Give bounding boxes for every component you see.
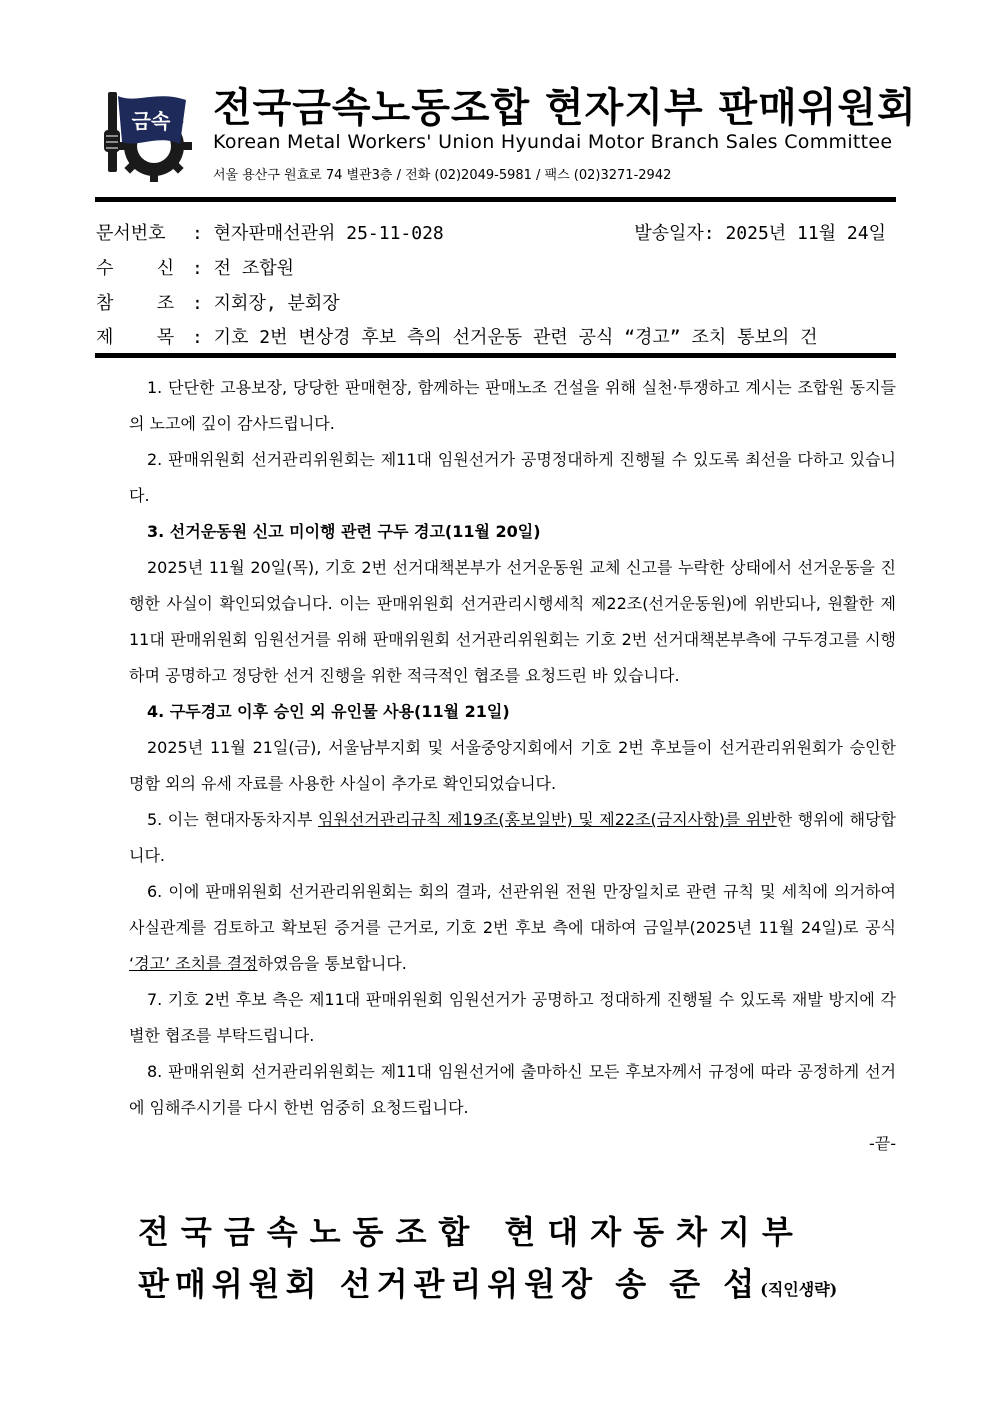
subject-row (96, 323, 896, 349)
doc-number-value: : 현자판매선관위 25-11-028 (192, 223, 444, 244)
org-address: 서울 용산구 원효로 74 별관3층 / 전화 (02)2049-5981 / 팩스 (02)3271-2942 (213, 168, 672, 183)
paragraph-3: 2025년 11월 20일(목), 기호 2번 선거대책본부가 선거운동원 교체 신고를 누락한 상태에서 선거운동을 진행한 사실이 확인되었습니다. 이는 판매위원회 선거관리시행세칙 제22조(선거운동원)에 위반되나, 원활한 제11대 판매위원회 임원선거를 위해 판매위원회 선거관리위원회는 기호 2번 선거대책본부측에 구두경고를 시행하며 공명하고 정당한 선거 진행을 위한 적극적인 협조를 요청드린 바 있습니다. (129, 558, 896, 685)
recipient-row (96, 254, 896, 280)
paragraph-6-start: 6. 이에 판매위원회 선거관리위원회는 회의 결과, 선관위원 전원 만장일치로 관련 규칙 및 세칙에 의거하여 사실관계를 검토하고 확보된 증거를 근거로, 기호 2번 후보 측에 대하여 금일부(2025년 11월 24일)로 공식 (129, 882, 896, 937)
signature-organization: 전국금속노동조합 현대자동차지부 (138, 1213, 805, 1251)
logo-text: 금속 (131, 109, 171, 133)
meta-divider (95, 353, 896, 358)
paragraph-8: 8. 판매위원회 선거관리위원회는 제11대 임원선거에 출마하신 모든 후보자께서 규정에 따라 공정하게 선거에 임해주시기를 다시 한번 엄중히 요청드립니다. (129, 1062, 896, 1117)
header-divider (95, 197, 896, 202)
sent-date: 발송일자: 2025년 11월 24일 (634, 223, 886, 244)
paragraph-2: 2. 판매위원회 선거관리위원회는 제11대 임원선거가 공명정대하게 진행될 수 있도록 최선을 다하고 있습니다. (129, 450, 896, 505)
doc-number-row (96, 219, 896, 245)
seal-omitted-note: (직인생략) (760, 1280, 838, 1299)
recipient-label: 수 신 (96, 258, 175, 279)
org-title: 전국금속노동조합 현자지부 판매위원회 (213, 85, 917, 131)
union-logo (96, 84, 196, 184)
paragraph-6-end: 하였음을 통보합니다. (257, 954, 407, 973)
subject-label: 제 목 (96, 327, 175, 348)
section-heading-4: 4. 구두경고 이후 승인 외 유인물 사용(11월 21일) (147, 702, 510, 721)
paragraph-7: 7. 기호 2번 후보 측은 제11대 판매위원회 임원선거가 공명하고 정대하게 진행될 수 있도록 재발 방지에 각별한 협조를 부탁드립니다. (129, 990, 896, 1045)
recipient-value: : 전 조합원 (192, 258, 295, 279)
document-body (129, 370, 896, 1162)
end-mark: -끝- (868, 1134, 896, 1153)
paragraph-1: 1. 단단한 고용보장, 당당한 판매현장, 함께하는 판매노조 건설을 위해 실천·투쟁하고 계시는 조합원 동지들의 노고에 깊이 감사드립니다. (129, 378, 896, 433)
section-heading-3: 3. 선거운동원 신고 미이행 관련 구두 경고(11월 20일) (147, 522, 541, 541)
org-english-name: Korean Metal Workers' Union Hyundai Motor Branch Sales Committee (213, 131, 893, 153)
paragraph-5-start: 5. 이는 현대자동차지부 (147, 810, 318, 829)
cc-value: : 지회장, 분회장 (192, 293, 340, 314)
subject-value: : 기호 2번 변상경 후보 측의 선거운동 관련 공식 “경고” 조치 통보의 건 (192, 327, 818, 348)
cc-row (96, 289, 896, 315)
paragraph-6-underlined: ‘경고’ 조치를 결정 (129, 954, 258, 973)
paragraph-6 (129, 874, 896, 982)
cc-label: 참 조 (96, 293, 175, 314)
signature-chairperson (138, 1259, 837, 1305)
paragraph-5-underlined: 임원선거관리규칙 제19조(홍보일반) 및 제22조(금지사항)를 위반 (317, 810, 777, 829)
paragraph-5 (129, 802, 896, 874)
doc-number-label: 문서번호 (96, 223, 166, 244)
signature-name: 판매위원회 선거관리위원장 송 준 섭 (138, 1265, 761, 1303)
paragraph-5-end: 한 행위에 해당합니다. (129, 810, 896, 865)
paragraph-4: 2025년 11월 21일(금), 서울남부지회 및 서울중앙지회에서 기호 2번 후보들이 선거관리위원회가 승인한 명함 외의 유세 자료를 사용한 사실이 추가로 확인되었습니다. (129, 738, 896, 793)
